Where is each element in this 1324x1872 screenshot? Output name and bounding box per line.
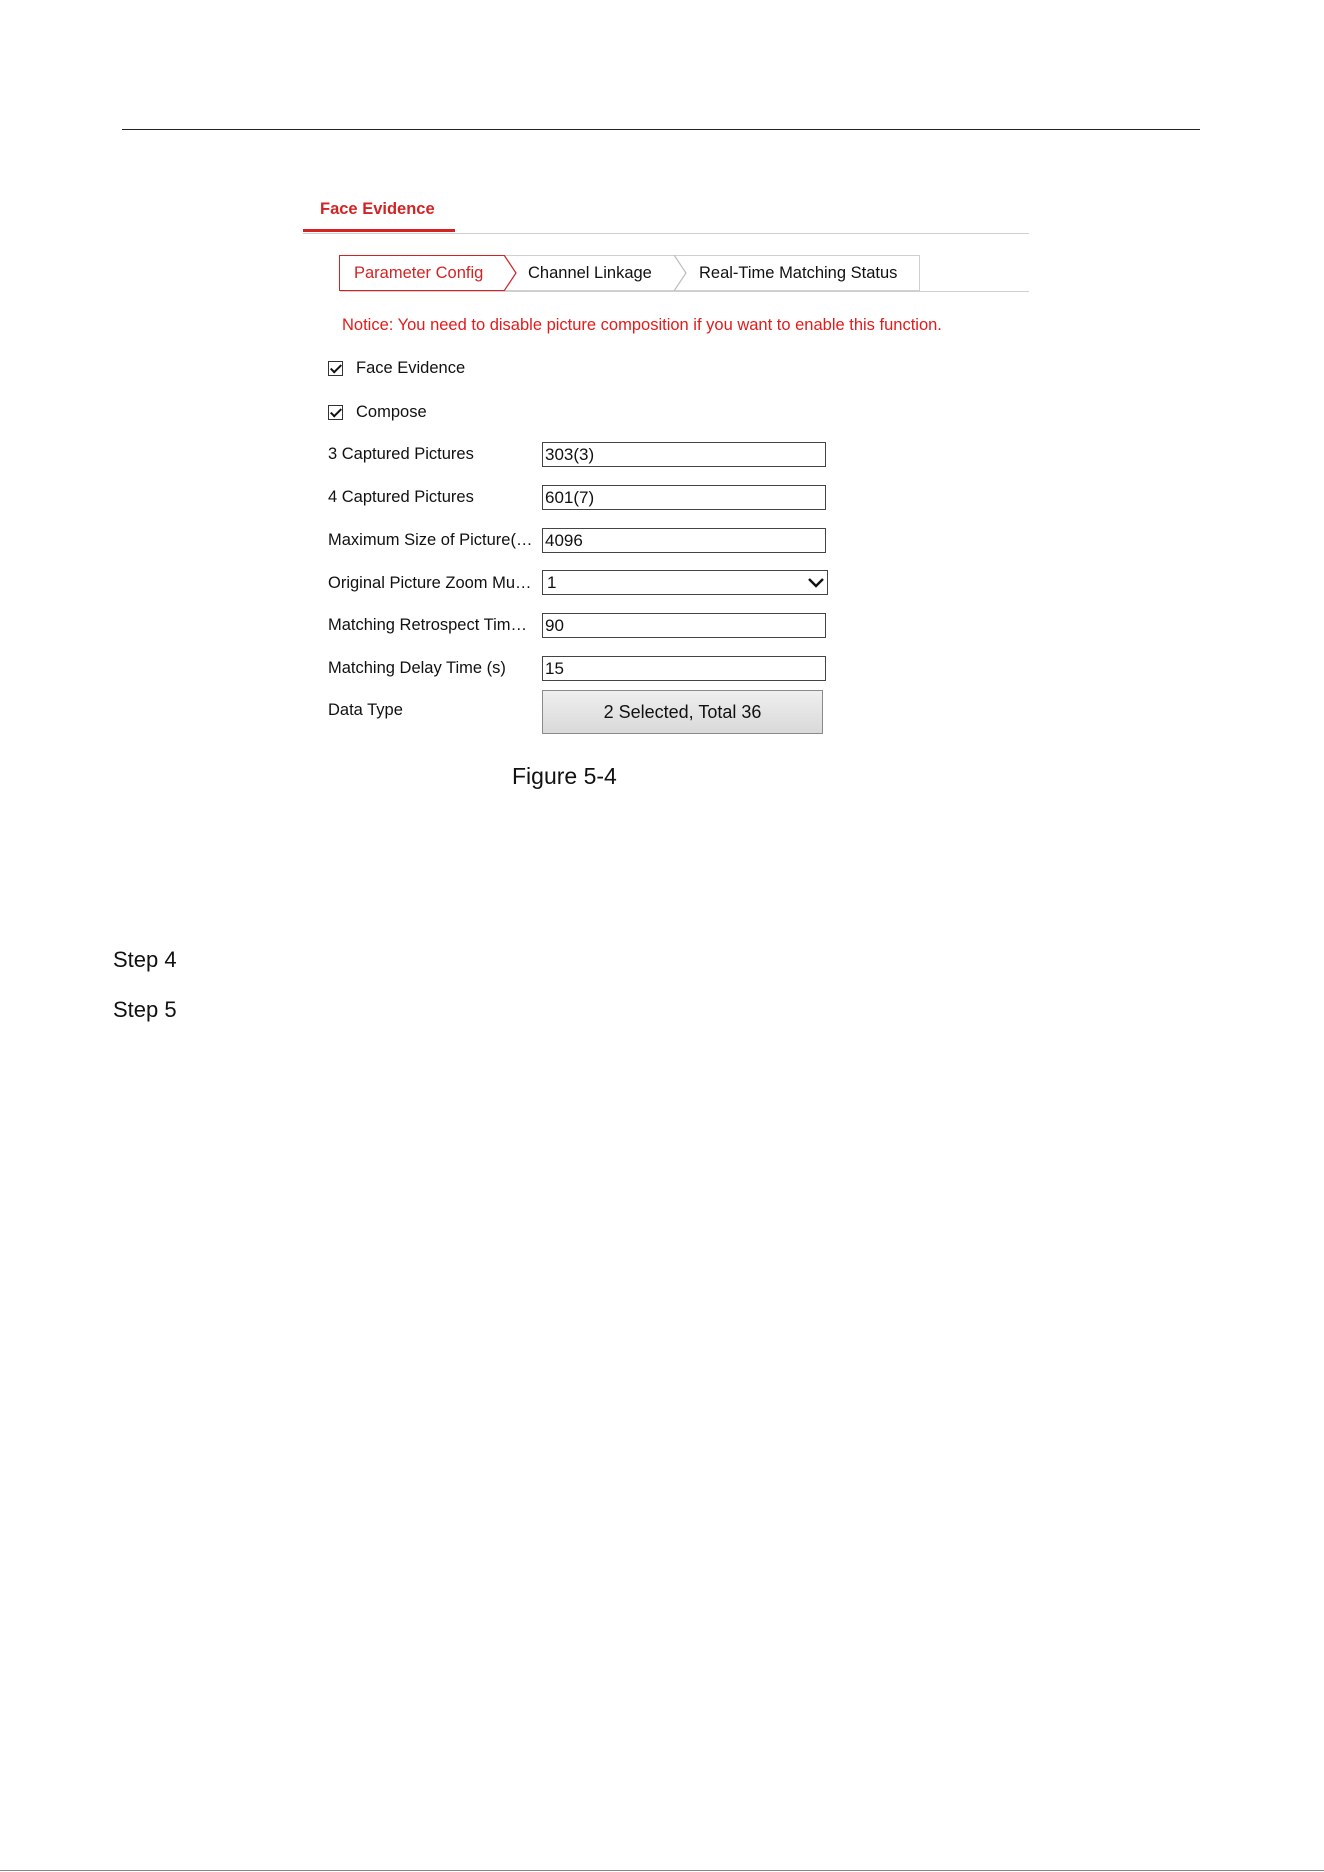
tab-channel-linkage[interactable]: Channel Linkage [505, 255, 675, 291]
captured3-input[interactable]: 303(3) [542, 442, 826, 467]
figure-caption: Figure 5-4 [512, 763, 617, 789]
face-evidence-checkbox-label: Face Evidence [356, 359, 466, 377]
compose-checkbox[interactable] [328, 405, 343, 420]
tab-divider [303, 233, 1029, 234]
tab-parameter-config[interactable]: Parameter Config [339, 255, 505, 291]
tab-face-evidence[interactable]: Face Evidence [320, 200, 435, 218]
footer-rule [0, 1870, 1324, 1871]
subtab-divider [340, 291, 1029, 292]
retrospect-input[interactable]: 90 [542, 613, 826, 638]
captured3-label: 3 Captured Pictures [328, 445, 474, 463]
face-evidence-checkbox-row[interactable] [328, 359, 465, 378]
header-rule [122, 129, 1200, 130]
tab-chevron-icon [674, 255, 692, 291]
delay-input[interactable]: 15 [542, 656, 826, 681]
captured4-label: 4 Captured Pictures [328, 488, 474, 506]
max-size-input[interactable]: 4096 [542, 528, 826, 553]
tab-real-time-matching-status[interactable]: Real-Time Matching Status [675, 255, 920, 291]
zoom-select-value: 1 [547, 573, 557, 592]
compose-checkbox-row[interactable] [328, 403, 427, 422]
chevron-down-icon [807, 577, 825, 589]
zoom-select[interactable] [542, 570, 828, 595]
tab-chevron-icon [504, 255, 522, 291]
step-4-label: Step 4 [113, 947, 177, 972]
notice-text: Notice: You need to disable picture composition if you want to enable this function. [342, 316, 942, 334]
delay-label: Matching Delay Time (s) [328, 659, 506, 677]
active-tab-underline [303, 229, 455, 232]
data-type-label: Data Type [328, 701, 403, 719]
captured4-input[interactable]: 601(7) [542, 485, 826, 510]
max-size-label: Maximum Size of Picture(… [328, 531, 533, 549]
zoom-label: Original Picture Zoom Mu… [328, 574, 532, 592]
compose-checkbox-label: Compose [356, 403, 427, 421]
face-evidence-checkbox[interactable] [328, 361, 343, 376]
data-type-button[interactable]: 2 Selected, Total 36 [542, 690, 823, 734]
retrospect-label: Matching Retrospect Tim… [328, 616, 527, 634]
step-5-label: Step 5 [113, 997, 177, 1022]
